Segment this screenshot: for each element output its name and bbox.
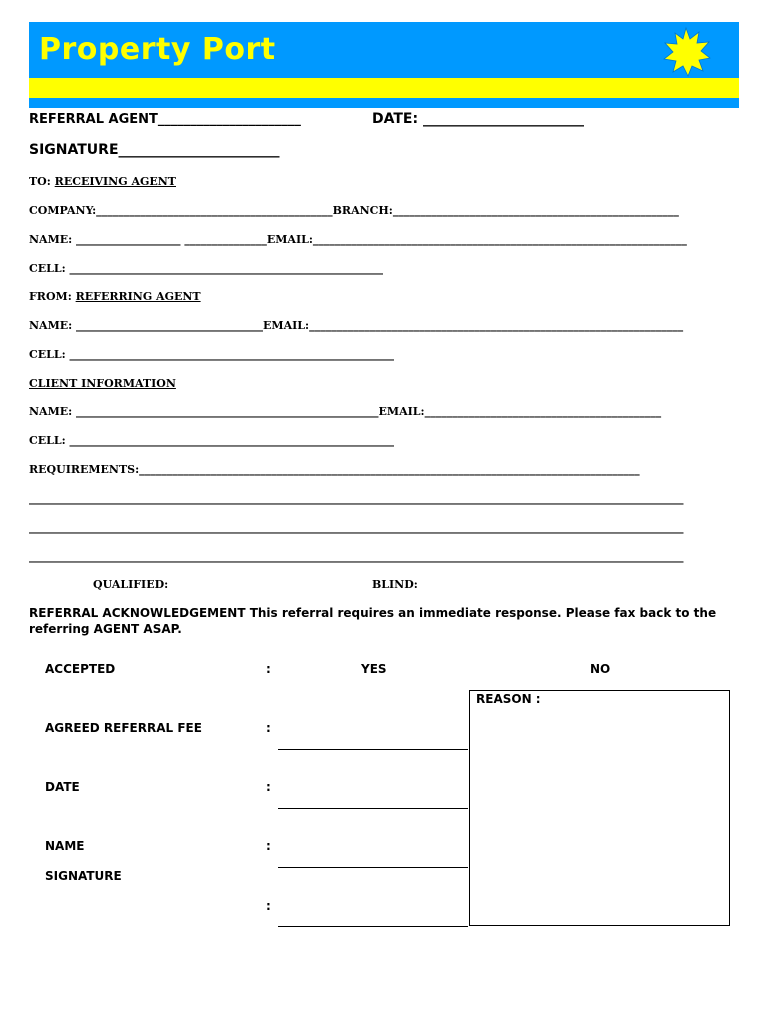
no-option[interactable]: NO bbox=[590, 662, 611, 676]
to-name-email-field[interactable]: NAME: ___________________ _______________EMAIL:____________________________________________________________________ bbox=[29, 233, 687, 246]
date-label: DATE bbox=[45, 780, 80, 794]
signature-line[interactable] bbox=[278, 926, 468, 927]
from-label: FROM: bbox=[29, 290, 72, 303]
date-line[interactable] bbox=[278, 808, 468, 809]
accepted-label: ACCEPTED bbox=[45, 662, 116, 676]
signature-label: SIGNATURE bbox=[45, 869, 122, 883]
to-heading bbox=[29, 175, 176, 188]
receiving-agent-heading: RECEIVING AGENT bbox=[54, 175, 176, 188]
date-field[interactable]: DATE: _______________________ bbox=[372, 111, 584, 127]
client-cell-field[interactable]: CELL: ___________________________________________________________ bbox=[29, 434, 394, 447]
acknowledgement-text-2: referring AGENT ASAP. bbox=[29, 622, 182, 636]
from-heading bbox=[29, 290, 201, 303]
to-company-branch-field[interactable]: COMPANY:___________________________________________BRANCH:____________________________________________________ bbox=[29, 204, 679, 217]
reason-box[interactable] bbox=[469, 690, 730, 926]
name-line[interactable] bbox=[278, 867, 468, 868]
colon: : bbox=[266, 839, 271, 853]
reason-label: REASON : bbox=[476, 692, 541, 706]
from-cell-field[interactable]: CELL: ___________________________________________________________ bbox=[29, 348, 394, 361]
brand-title: Property Port bbox=[39, 32, 276, 67]
from-name-email-field[interactable]: NAME: __________________________________EMAIL:____________________________________________________________________ bbox=[29, 319, 684, 332]
yes-option[interactable]: YES bbox=[361, 662, 387, 676]
colon: : bbox=[266, 721, 271, 735]
client-name-email-field[interactable]: NAME: _______________________________________________________EMAIL:___________________________________________ bbox=[29, 405, 662, 418]
requirements-field[interactable]: REQUIREMENTS:___________________________________________________________________________________________ bbox=[29, 463, 640, 476]
acknowledgement-text: REFERRAL ACKNOWLEDGEMENT This referral requires an immediate response. Please fax back to the bbox=[29, 606, 717, 620]
header-banner-bottom bbox=[29, 98, 739, 108]
qualified-label: QUALIFIED: bbox=[93, 578, 169, 591]
name-label: NAME bbox=[45, 839, 85, 853]
requirements-line[interactable]: _______________________________________________________________________________________________________________________ bbox=[29, 550, 684, 563]
header-stripe bbox=[29, 78, 739, 98]
sun-icon bbox=[660, 26, 712, 78]
requirements-line[interactable]: _______________________________________________________________________________________________________________________ bbox=[29, 521, 684, 534]
blind-label: BLIND: bbox=[372, 578, 418, 591]
agreed-fee-line[interactable] bbox=[278, 749, 468, 750]
referring-agent-heading: REFERRING AGENT bbox=[75, 290, 201, 303]
colon: : bbox=[266, 780, 271, 794]
client-info-heading: CLIENT INFORMATION bbox=[29, 377, 176, 390]
colon: : bbox=[266, 662, 271, 676]
requirements-line[interactable]: _______________________________________________________________________________________________________________________ bbox=[29, 492, 684, 505]
signature-field[interactable]: SIGNATURE_______________________ bbox=[29, 142, 280, 158]
to-label: TO: bbox=[29, 175, 51, 188]
referral-agent-field[interactable]: REFERRAL AGENT______________________ bbox=[29, 112, 301, 127]
colon: : bbox=[266, 899, 271, 913]
to-cell-field[interactable]: CELL: _________________________________________________________ bbox=[29, 262, 383, 275]
agreed-fee-label: AGREED REFERRAL FEE bbox=[45, 721, 202, 735]
